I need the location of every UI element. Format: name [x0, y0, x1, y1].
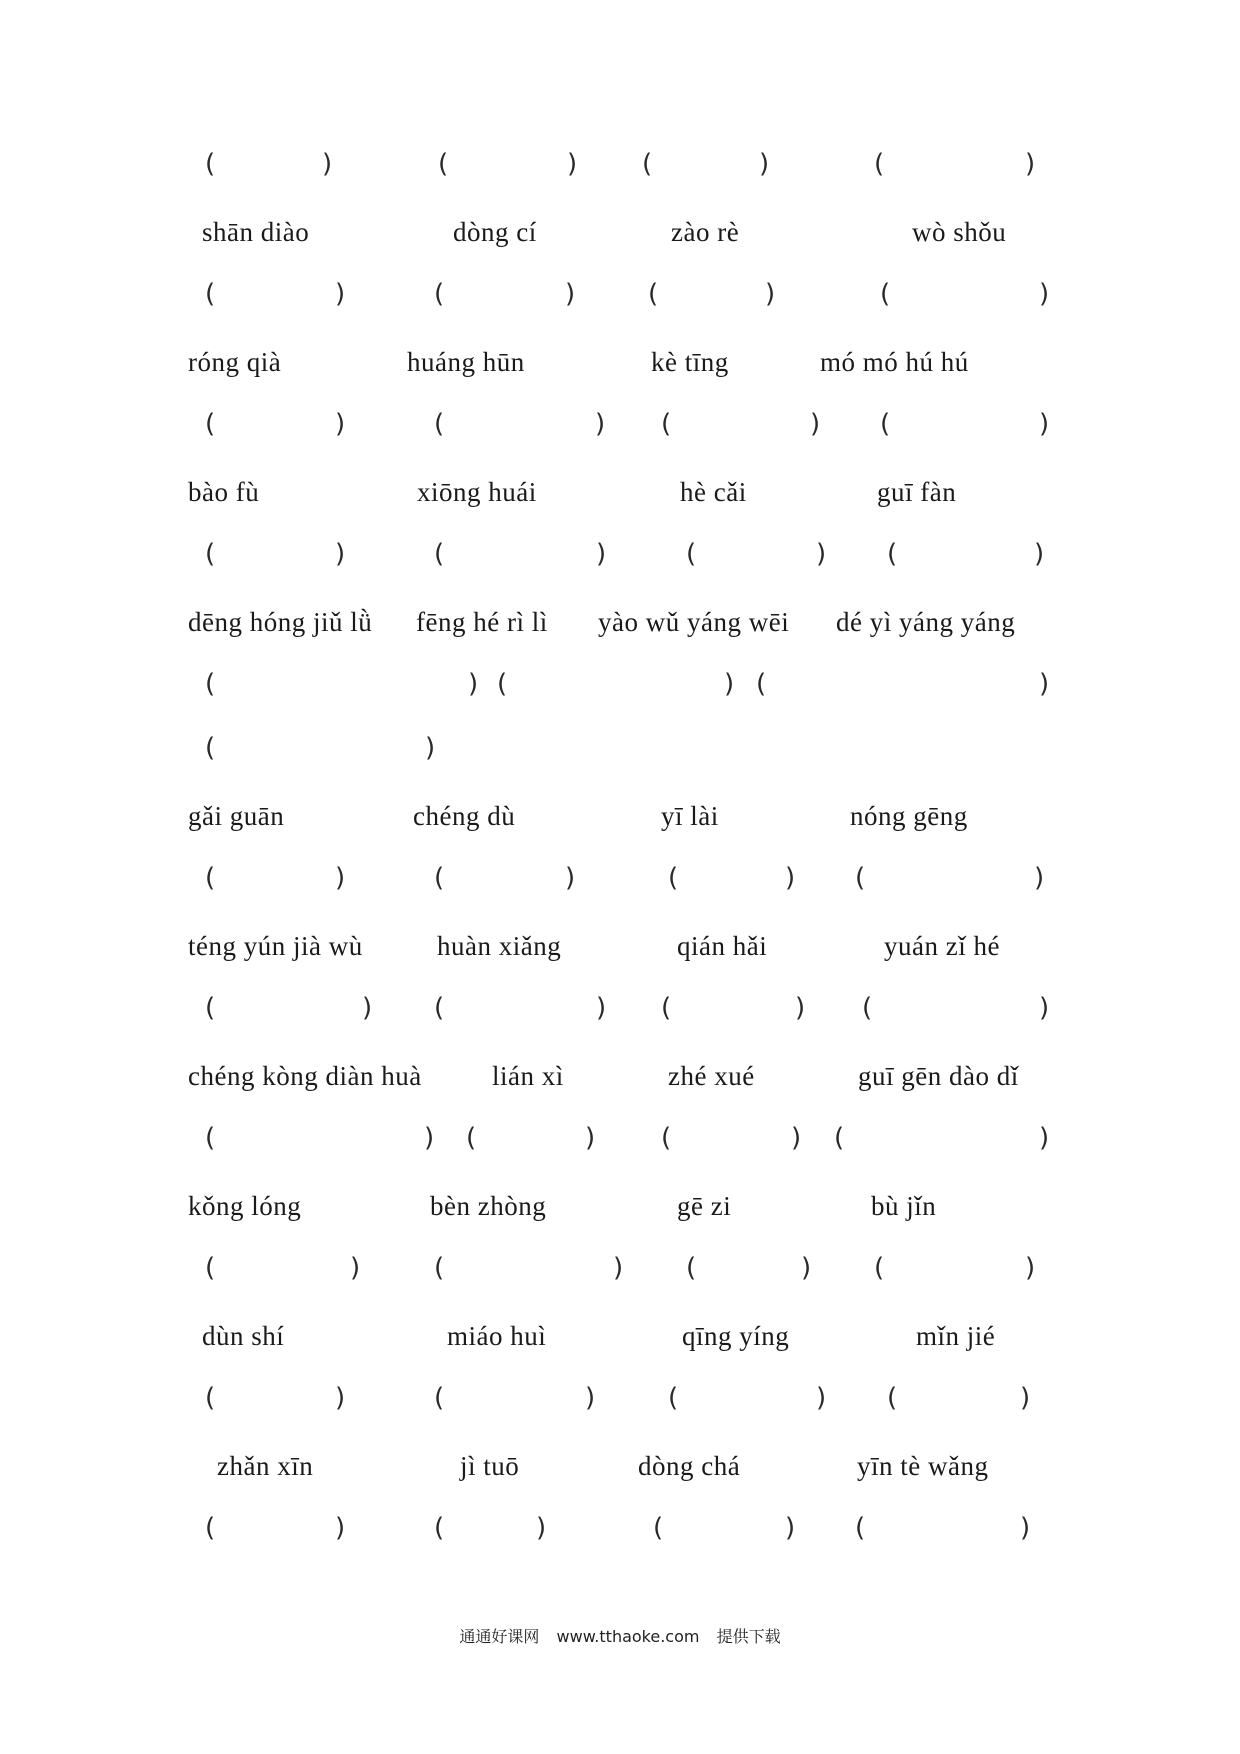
open-paren: ( — [205, 539, 216, 569]
pinyin-row — [0, 1054, 1240, 1098]
open-paren: ( — [205, 669, 216, 699]
open-paren: ( — [205, 863, 216, 893]
paren-row — [0, 142, 1240, 186]
pinyin-word: qián hǎi — [677, 931, 768, 961]
open-paren: ( — [205, 409, 216, 439]
pinyin-word: kè tīng — [651, 347, 729, 377]
paren-row — [0, 272, 1240, 316]
close-paren: ) — [1039, 279, 1050, 309]
close-paren: ) — [1020, 1513, 1031, 1543]
open-paren: ( — [756, 669, 767, 699]
pinyin-row — [0, 600, 1240, 644]
close-paren: ) — [785, 863, 796, 893]
open-paren: ( — [642, 149, 653, 179]
pinyin-word: miáo huì — [447, 1321, 547, 1351]
open-paren: ( — [661, 409, 672, 439]
close-paren: ) — [567, 149, 578, 179]
pinyin-word: dòng cí — [453, 217, 537, 247]
close-paren: ) — [816, 539, 827, 569]
close-paren: ) — [335, 863, 346, 893]
pinyin-word: yīn tè wǎng — [857, 1451, 989, 1481]
pinyin-row — [0, 1444, 1240, 1488]
open-paren: ( — [434, 993, 445, 1023]
open-paren: ( — [205, 733, 216, 763]
open-paren: ( — [205, 993, 216, 1023]
close-paren: ) — [1034, 863, 1045, 893]
close-paren: ) — [335, 1383, 346, 1413]
pinyin-word: yào wǔ yáng wēi — [598, 607, 790, 637]
open-paren: ( — [434, 863, 445, 893]
paren-row — [0, 1246, 1240, 1290]
pinyin-word: xiōng huái — [417, 477, 537, 507]
pinyin-row — [0, 1314, 1240, 1358]
open-paren: ( — [874, 149, 885, 179]
close-paren: ) — [791, 1123, 802, 1153]
close-paren: ) — [585, 1123, 596, 1153]
pinyin-row — [0, 1184, 1240, 1228]
open-paren: ( — [855, 1513, 866, 1543]
pinyin-word: chéng dù — [413, 801, 516, 831]
pinyin-word: huáng hūn — [407, 347, 525, 377]
open-paren: ( — [434, 539, 445, 569]
footer-note: 提供下载 — [716, 1627, 781, 1646]
open-paren: ( — [661, 993, 672, 1023]
close-paren: ) — [335, 539, 346, 569]
pinyin-word: qīng yíng — [682, 1321, 790, 1351]
close-paren: ) — [613, 1253, 624, 1283]
pinyin-word: zhǎn xīn — [217, 1451, 314, 1481]
close-paren: ) — [816, 1383, 827, 1413]
close-paren: ) — [536, 1513, 547, 1543]
close-paren: ) — [1025, 1253, 1036, 1283]
pinyin-row — [0, 924, 1240, 968]
pinyin-row — [0, 210, 1240, 254]
close-paren: ) — [595, 409, 606, 439]
open-paren: ( — [834, 1123, 845, 1153]
pinyin-word: zhé xué — [668, 1061, 755, 1091]
pinyin-word: yuán zǐ hé — [884, 931, 1000, 961]
open-paren: ( — [205, 149, 216, 179]
close-paren: ) — [335, 409, 346, 439]
pinyin-word: jì tuō — [460, 1451, 520, 1481]
close-paren: ) — [1039, 993, 1050, 1023]
open-paren: ( — [661, 1123, 672, 1153]
open-paren: ( — [205, 279, 216, 309]
close-paren: ) — [1034, 539, 1045, 569]
pinyin-word: gē zi — [677, 1191, 732, 1221]
pinyin-word: huàn xiǎng — [437, 931, 562, 961]
paren-row — [0, 726, 1240, 770]
close-paren: ) — [362, 993, 373, 1023]
close-paren: ) — [565, 863, 576, 893]
open-paren: ( — [648, 279, 659, 309]
close-paren: ) — [759, 149, 770, 179]
open-paren: ( — [434, 1253, 445, 1283]
open-paren: ( — [855, 863, 866, 893]
paren-row — [0, 986, 1240, 1030]
open-paren: ( — [880, 279, 891, 309]
pinyin-word: hè cǎi — [680, 477, 747, 507]
paren-row — [0, 402, 1240, 446]
pinyin-row — [0, 470, 1240, 514]
close-paren: ) — [596, 539, 607, 569]
close-paren: ) — [785, 1513, 796, 1543]
open-paren: ( — [862, 993, 873, 1023]
pinyin-word: zào rè — [671, 217, 740, 247]
pinyin-word: chéng kòng diàn huà — [188, 1061, 422, 1091]
open-paren: ( — [887, 1383, 898, 1413]
open-paren: ( — [887, 539, 898, 569]
pinyin-word: yī lài — [661, 801, 719, 831]
open-paren: ( — [874, 1253, 885, 1283]
pinyin-word: bèn zhòng — [430, 1191, 547, 1221]
open-paren: ( — [205, 1253, 216, 1283]
close-paren: ) — [350, 1253, 361, 1283]
open-paren: ( — [434, 409, 445, 439]
close-paren: ) — [801, 1253, 812, 1283]
footer-site-name: 通通好课网 — [459, 1627, 540, 1646]
paren-row — [0, 856, 1240, 900]
pinyin-word: nóng gēng — [850, 801, 968, 831]
close-paren: ) — [1039, 1123, 1050, 1153]
footer-url[interactable]: www.tthaoke.com — [556, 1627, 700, 1646]
close-paren: ) — [1020, 1383, 1031, 1413]
close-paren: ) — [565, 279, 576, 309]
open-paren: ( — [686, 1253, 697, 1283]
open-paren: ( — [205, 1513, 216, 1543]
close-paren: ) — [795, 993, 806, 1023]
open-paren: ( — [668, 1383, 679, 1413]
paren-row — [0, 1506, 1240, 1550]
open-paren: ( — [434, 1513, 445, 1543]
paren-row — [0, 662, 1240, 706]
open-paren: ( — [466, 1123, 477, 1153]
open-paren: ( — [653, 1513, 664, 1543]
close-paren: ) — [335, 1513, 346, 1543]
pinyin-word: fēng hé rì lì — [416, 607, 548, 637]
close-paren: ) — [810, 409, 821, 439]
close-paren: ) — [335, 279, 346, 309]
open-paren: ( — [668, 863, 679, 893]
pinyin-word: guī fàn — [877, 477, 957, 507]
pinyin-word: téng yún jià wù — [188, 931, 363, 961]
open-paren: ( — [686, 539, 697, 569]
pinyin-word: lián xì — [492, 1061, 564, 1091]
pinyin-word: shān diào — [202, 217, 310, 247]
close-paren: ) — [765, 279, 776, 309]
close-paren: ) — [1039, 409, 1050, 439]
pinyin-word: gǎi guān — [188, 801, 285, 831]
open-paren: ( — [497, 669, 508, 699]
pinyin-word: guī gēn dào dǐ — [858, 1061, 1019, 1091]
close-paren: ) — [424, 1123, 435, 1153]
pinyin-row — [0, 340, 1240, 384]
pinyin-word: kǒng lóng — [188, 1191, 302, 1221]
close-paren: ) — [585, 1383, 596, 1413]
close-paren: ) — [596, 993, 607, 1023]
pinyin-word: wò shǒu — [912, 217, 1007, 247]
pinyin-word: bào fù — [188, 477, 260, 507]
close-paren: ) — [1039, 669, 1050, 699]
open-paren: ( — [434, 279, 445, 309]
close-paren: ) — [1025, 149, 1036, 179]
close-paren: ) — [724, 669, 735, 699]
close-paren: ) — [468, 669, 479, 699]
open-paren: ( — [438, 149, 449, 179]
pinyin-word: dé yì yáng yáng — [836, 607, 1016, 637]
pinyin-word: mó mó hú hú — [820, 347, 969, 377]
pinyin-row — [0, 794, 1240, 838]
pinyin-word: mǐn jié — [916, 1321, 996, 1351]
close-paren: ) — [322, 149, 333, 179]
paren-row — [0, 1376, 1240, 1420]
paren-row — [0, 532, 1240, 576]
pinyin-word: dùn shí — [202, 1321, 285, 1351]
page-footer — [0, 1624, 1240, 1647]
open-paren: ( — [205, 1383, 216, 1413]
pinyin-word: dòng chá — [638, 1451, 741, 1481]
open-paren: ( — [880, 409, 891, 439]
pinyin-word: bù jǐn — [871, 1191, 937, 1221]
paren-row — [0, 1116, 1240, 1160]
close-paren: ) — [425, 733, 436, 763]
open-paren: ( — [434, 1383, 445, 1413]
open-paren: ( — [205, 1123, 216, 1153]
pinyin-word: dēng hóng jiǔ lǜ — [188, 607, 373, 637]
pinyin-word: róng qià — [188, 347, 282, 377]
